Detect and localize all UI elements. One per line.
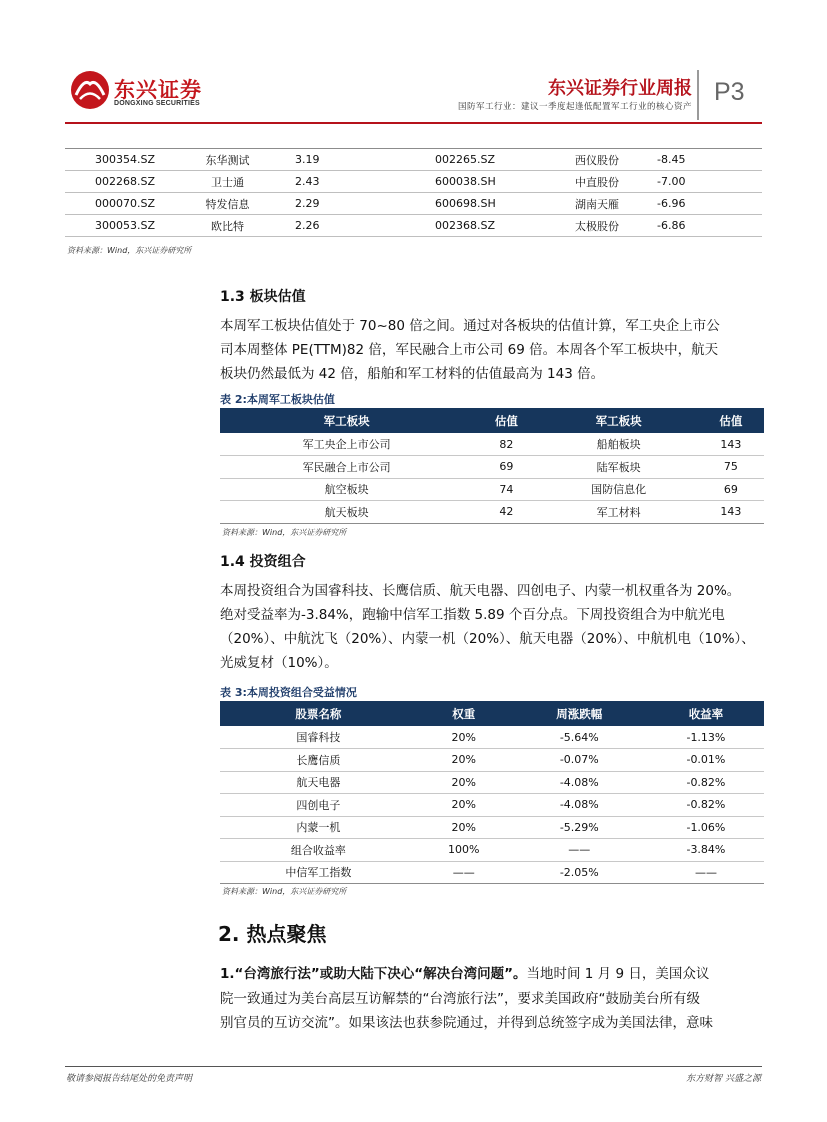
section-2-heading: 2. 热点聚焦 xyxy=(218,922,327,946)
table-cell: 002368.SZ xyxy=(405,215,537,237)
company-logo xyxy=(70,70,220,115)
page-number: P3 xyxy=(714,78,745,106)
table-cell: 69 xyxy=(473,456,539,479)
paragraph-line: 本周军工板块估值处于 70~80 倍之间。通过对各板块的估值计算，军工央企上市公 xyxy=(220,318,720,334)
column-header: 收益率 xyxy=(648,701,764,726)
table-cell: 20% xyxy=(417,726,511,749)
table-cell: 69 xyxy=(698,478,764,501)
table-cell: —— xyxy=(648,861,764,884)
table-cell: 内蒙一机 xyxy=(220,816,417,839)
table-row xyxy=(220,861,764,884)
column-header: 周涨跌幅 xyxy=(511,701,648,726)
table-cell: -4.08% xyxy=(511,794,648,817)
sector-valuation-table xyxy=(220,408,764,524)
table-row xyxy=(220,726,764,749)
paragraph-line: 本周投资组合为国睿科技、长鹰信质、航天电器、四创电子、内蒙一机权重各为 20%。 xyxy=(220,583,741,599)
table-cell: 中直股份 xyxy=(537,171,657,193)
table-row xyxy=(65,215,762,237)
table-2-source: 资料来源：Wind，东兴证券研究所 xyxy=(222,528,347,537)
news-lead-rest: 当地时间 1 月 9 日，美国众议 xyxy=(526,966,710,982)
table-row xyxy=(65,193,762,215)
paragraph-line: 绝对受益率为-3.84%，跑输中信军工指数 5.89 个百分点。下周投资组合为中航光电 xyxy=(220,607,725,623)
table-cell: —— xyxy=(417,861,511,884)
table-row xyxy=(65,171,762,193)
header-separator xyxy=(697,70,699,120)
table-cell: -5.64% xyxy=(511,726,648,749)
header-rule xyxy=(65,122,762,124)
table-cell: -6.96 xyxy=(657,193,762,215)
table-cell: 长鹰信质 xyxy=(220,749,417,772)
table-cell: 20% xyxy=(417,816,511,839)
paragraph-line: 光威复材（10%）。 xyxy=(220,655,338,671)
table-row xyxy=(65,149,762,171)
table-cell: 太极股份 xyxy=(537,215,657,237)
table-row xyxy=(220,478,764,501)
paragraph-line xyxy=(220,962,764,987)
footer-disclaimer-note: 敬请参阅报告结尾处的免责声明 xyxy=(66,1074,193,1084)
table-cell: 湖南天雁 xyxy=(537,193,657,215)
table-cell: 东华测试 xyxy=(160,149,295,171)
table-row xyxy=(220,771,764,794)
table-row xyxy=(220,749,764,772)
table-cell: 航空板块 xyxy=(220,478,473,501)
table-cell: -4.08% xyxy=(511,771,648,794)
portfolio-return-table xyxy=(220,701,764,884)
table-row xyxy=(220,456,764,479)
section-1-3-paragraph xyxy=(220,314,764,386)
table-cell: 船舶板块 xyxy=(539,433,697,456)
table-cell: 82 xyxy=(473,433,539,456)
footer-rule xyxy=(65,1066,762,1067)
table-row xyxy=(220,433,764,456)
table-cell: 3.19 xyxy=(295,149,405,171)
table-cell: -2.05% xyxy=(511,861,648,884)
table-cell: -5.29% xyxy=(511,816,648,839)
column-header: 股票名称 xyxy=(220,701,417,726)
table-cell: 000070.SZ xyxy=(65,193,160,215)
column-header: 估值 xyxy=(698,408,764,433)
table-cell: 600038.SH xyxy=(405,171,537,193)
logo-emblem-icon xyxy=(70,70,110,110)
table-cell: 143 xyxy=(698,433,764,456)
section-1-3-heading: 1.3 板块估值 xyxy=(220,289,306,305)
table-cell: -1.13% xyxy=(648,726,764,749)
table-cell: 四创电子 xyxy=(220,794,417,817)
paragraph-line: 院一致通过为美台高层互访解禁的“台湾旅行法”，要求美国政府“鼓励美台所有级 xyxy=(220,990,700,1007)
table-cell: -0.01% xyxy=(648,749,764,772)
table-cell: 2.43 xyxy=(295,171,405,193)
logo-text-cn: 东兴证券 xyxy=(114,78,202,102)
table-3-caption: 表 3:本周投资组合受益情况 xyxy=(220,686,357,699)
news-paragraph xyxy=(220,962,764,1036)
table-cell: 300354.SZ xyxy=(65,149,160,171)
table-row xyxy=(220,839,764,862)
section-1-4-heading: 1.4 投资组合 xyxy=(220,554,306,570)
table-cell: -6.86 xyxy=(657,215,762,237)
table-cell: 特发信息 xyxy=(160,193,295,215)
table-cell: 20% xyxy=(417,794,511,817)
table-cell: 002265.SZ xyxy=(405,149,537,171)
column-header: 军工板块 xyxy=(220,408,473,433)
table-cell: 军民融合上市公司 xyxy=(220,456,473,479)
table-cell: 陆军板块 xyxy=(539,456,697,479)
top-table-source: 资料来源：Wind，东兴证券研究所 xyxy=(67,246,192,255)
table-cell: -0.07% xyxy=(511,749,648,772)
table-cell: -3.84% xyxy=(648,839,764,862)
logo-text-en: DONGXING SECURITIES xyxy=(114,100,200,107)
paragraph-line: 司本周整体 PE(TTM)82 倍，军民融合上市公司 69 倍。本周各个军工板块中，航天 xyxy=(220,342,719,358)
table-cell: —— xyxy=(511,839,648,862)
table-cell: 75 xyxy=(698,456,764,479)
report-title: 东兴证券行业周报 xyxy=(548,78,692,99)
table-cell: 300053.SZ xyxy=(65,215,160,237)
table-header-row xyxy=(220,701,764,726)
table-cell: 2.26 xyxy=(295,215,405,237)
table-3-source: 资料来源：Wind，东兴证券研究所 xyxy=(222,887,347,896)
column-header: 军工板块 xyxy=(539,408,697,433)
paragraph-line: 板块仍然最低为 42 倍，船舶和军工材料的估值最高为 143 倍。 xyxy=(220,366,605,382)
table-cell: 20% xyxy=(417,749,511,772)
table-cell: -1.06% xyxy=(648,816,764,839)
table-cell: 国睿科技 xyxy=(220,726,417,749)
table-row xyxy=(220,501,764,524)
table-cell: 欧比特 xyxy=(160,215,295,237)
table-cell: 军工材料 xyxy=(539,501,697,524)
table-cell: 20% xyxy=(417,771,511,794)
table-cell: 42 xyxy=(473,501,539,524)
table-row xyxy=(220,816,764,839)
table-cell: -0.82% xyxy=(648,794,764,817)
column-header: 权重 xyxy=(417,701,511,726)
table-cell: 卫士通 xyxy=(160,171,295,193)
footer-slogan: 东方财智 兴盛之源 xyxy=(686,1074,761,1084)
table-cell: -7.00 xyxy=(657,171,762,193)
table-cell: 74 xyxy=(473,478,539,501)
news-lead: 1.“台湾旅行法”或助大陆下决心“解决台湾问题”。 xyxy=(220,966,527,982)
table-row xyxy=(220,794,764,817)
table-cell: 600698.SH xyxy=(405,193,537,215)
table-cell: 143 xyxy=(698,501,764,524)
stock-ranking-table xyxy=(65,148,762,237)
table-cell: 2.29 xyxy=(295,193,405,215)
table-2-caption: 表 2:本周军工板块估值 xyxy=(220,393,335,406)
table-cell: 组合收益率 xyxy=(220,839,417,862)
table-cell: -8.45 xyxy=(657,149,762,171)
table-cell: -0.82% xyxy=(648,771,764,794)
table-cell: 中信军工指数 xyxy=(220,861,417,884)
table-cell: 国防信息化 xyxy=(539,478,697,501)
table-cell: 002268.SZ xyxy=(65,171,160,193)
paragraph-line: （20%）、中航沈飞（20%）、内蒙一机（20%）、航天电器（20%）、中航机电（10%）、 xyxy=(220,631,755,647)
report-subtitle: 国防军工行业：建议一季度起逢低配置军工行业的核心资产 xyxy=(457,102,692,112)
table-cell: 军工央企上市公司 xyxy=(220,433,473,456)
table-cell: 航天电器 xyxy=(220,771,417,794)
column-header: 估值 xyxy=(473,408,539,433)
section-1-4-paragraph xyxy=(220,579,764,675)
table-cell: 西仪股份 xyxy=(537,149,657,171)
table-cell: 航天板块 xyxy=(220,501,473,524)
paragraph-line: 别官员的互访交流”。如果该法也获参院通过，并得到总统签字成为美国法律，意味 xyxy=(220,1015,713,1031)
table-cell: 100% xyxy=(417,839,511,862)
table-header-row xyxy=(220,408,764,433)
